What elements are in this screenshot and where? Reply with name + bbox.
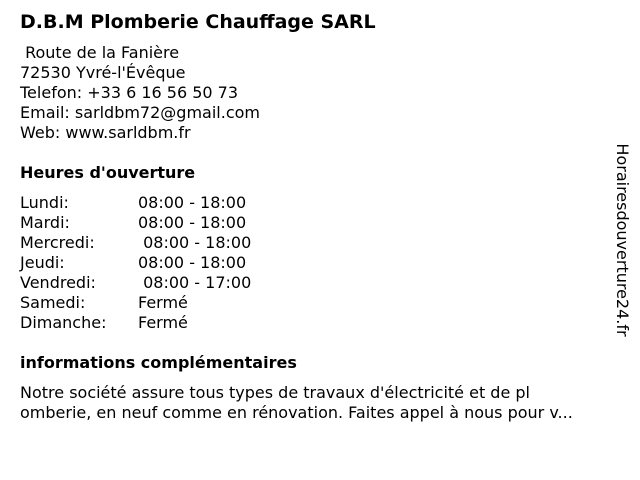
description-line: Notre société assure tous types de travaux d'électricité et de pl xyxy=(20,383,530,402)
contact-block xyxy=(20,43,260,143)
time-value: Fermé xyxy=(138,313,188,332)
site-brand-vertical: Horairesdouverture24.fr xyxy=(613,143,632,337)
day-label: Jeudi: xyxy=(20,253,65,272)
time-value: 08:00 - 18:00 xyxy=(138,233,252,252)
hours-heading: Heures d'ouverture xyxy=(20,163,196,182)
address-city: 72530 Yvré-l'Évêque xyxy=(20,63,186,82)
day-label: Lundi: xyxy=(20,193,69,212)
business-name: D.B.M Plomberie Chauffage SARL xyxy=(20,11,376,33)
day-label: Samedi: xyxy=(20,293,86,312)
description-line: omberie, en neuf comme en rénovation. Faites appel à nous pour v... xyxy=(20,403,573,422)
website-text: Web: www.sarldbm.fr xyxy=(20,123,191,142)
info-heading: informations complémentaires xyxy=(20,353,297,372)
time-value: 08:00 - 18:00 xyxy=(138,253,247,272)
description-text xyxy=(20,383,630,423)
phone-text: Telefon: +33 6 16 56 50 73 xyxy=(20,83,239,102)
time-value: 08:00 - 18:00 xyxy=(138,193,247,212)
day-label: Dimanche: xyxy=(20,313,107,332)
day-label: Vendredi: xyxy=(20,273,96,292)
address-street: Route de la Fanière xyxy=(20,43,180,62)
time-value: Fermé xyxy=(138,293,188,312)
time-value: 08:00 - 18:00 xyxy=(138,213,247,232)
day-label: Mercredi: xyxy=(20,233,95,252)
email-text: Email: sarldbm72@gmail.com xyxy=(20,103,260,122)
time-value: 08:00 - 17:00 xyxy=(138,273,252,292)
day-label: Mardi: xyxy=(20,213,70,232)
